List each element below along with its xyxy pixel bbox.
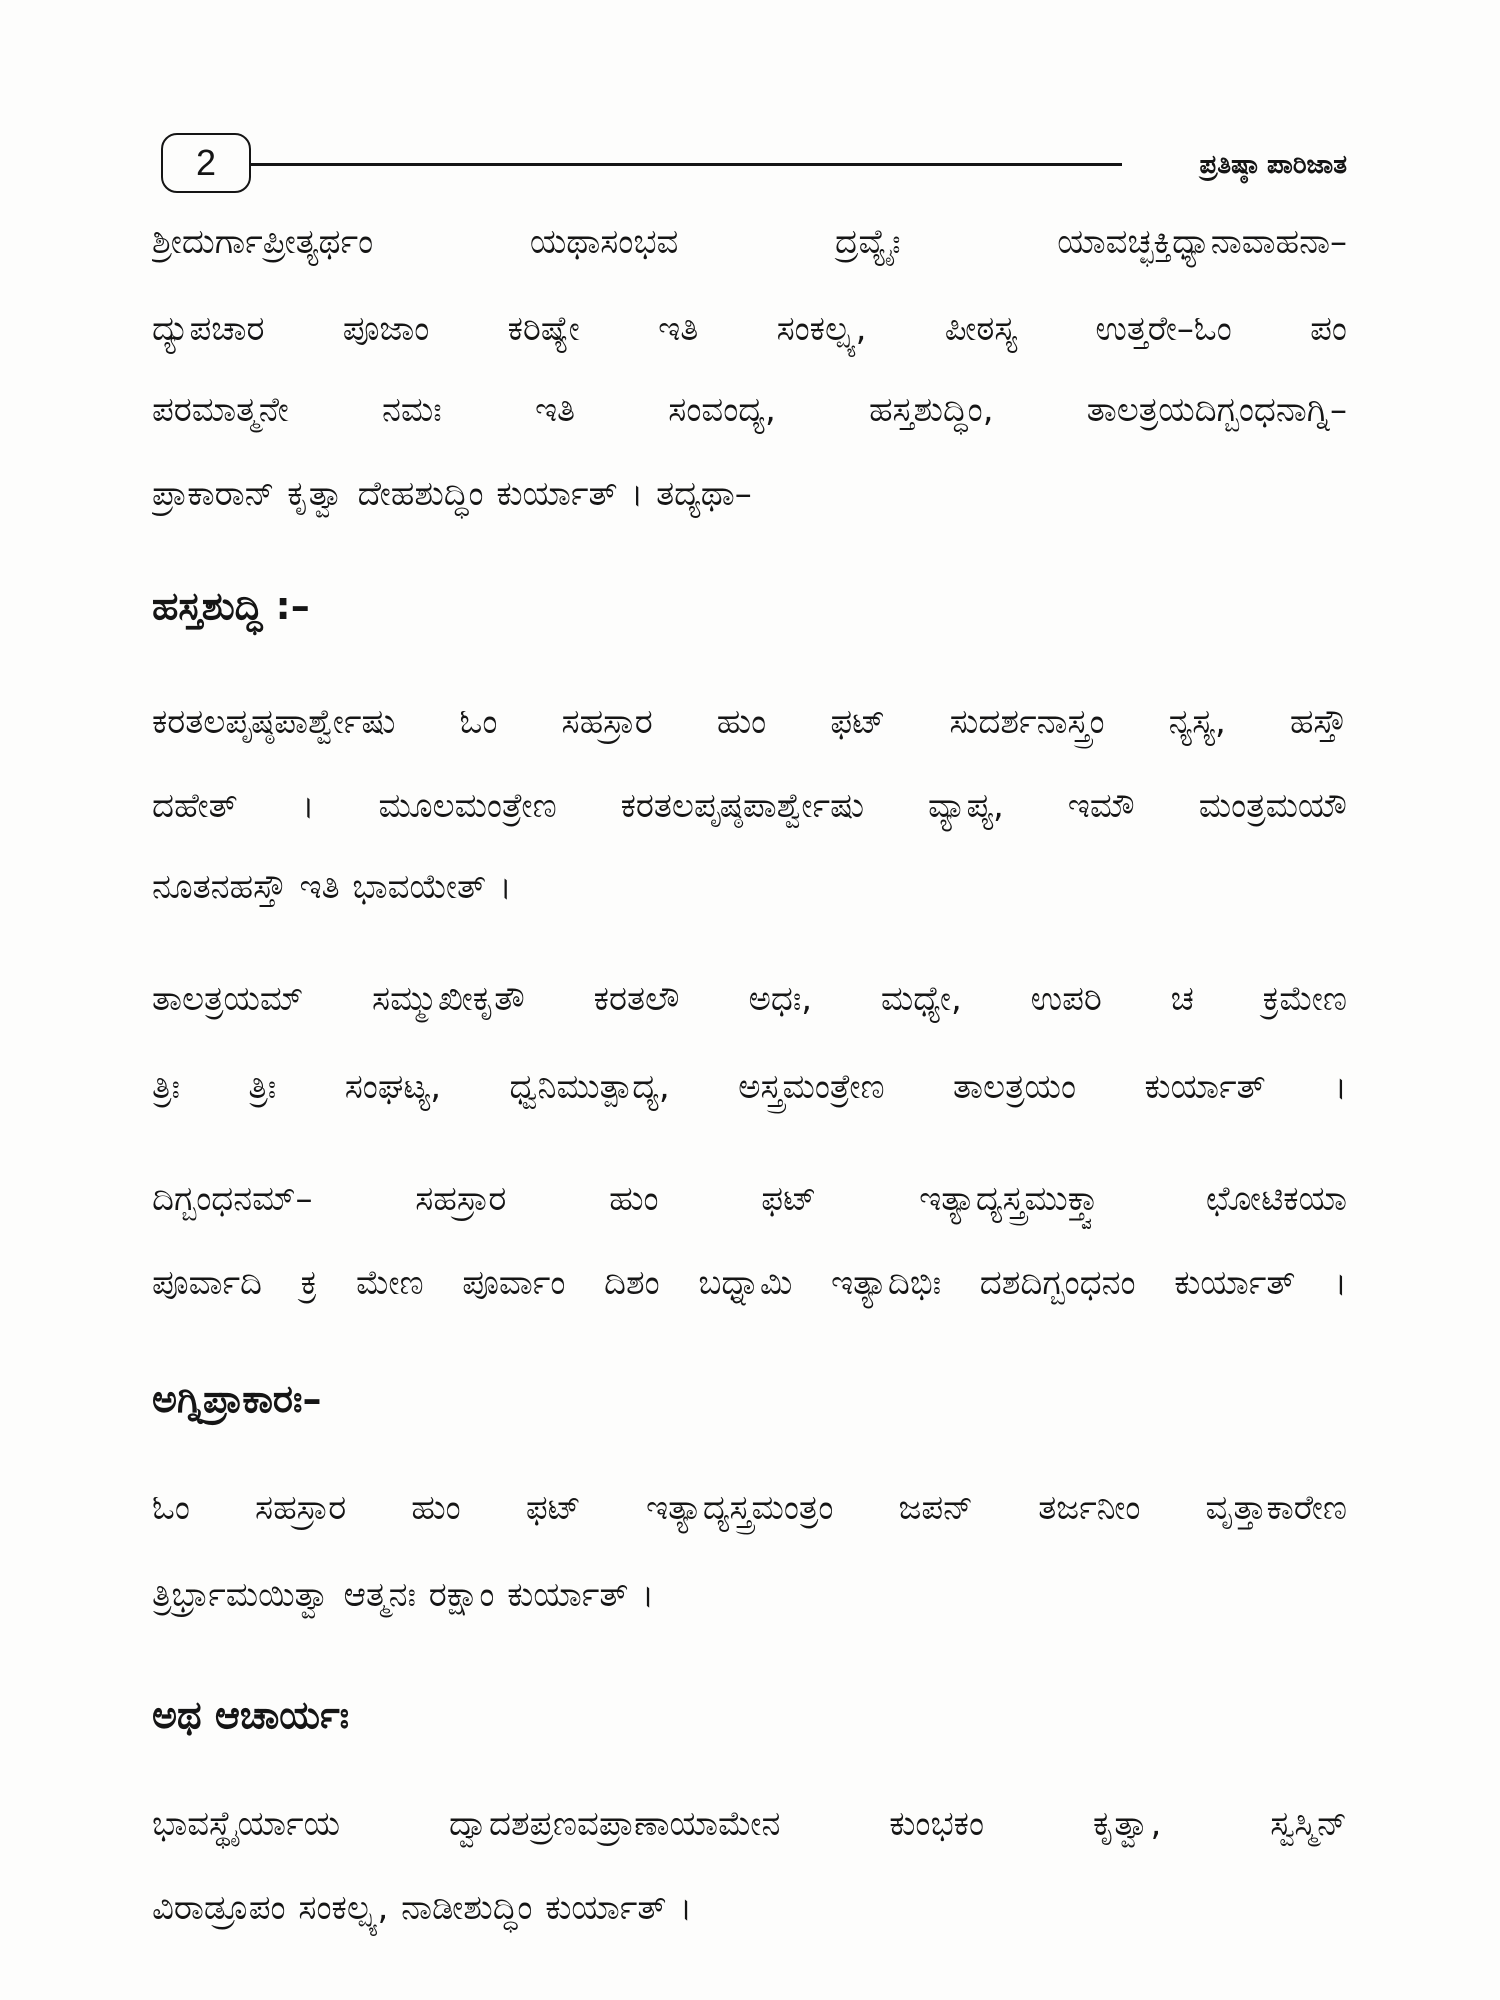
header-rule (251, 163, 1122, 166)
book-title: ಪ್ರತಿಷ್ಠಾ ಪಾರಿಜಾತ (1199, 150, 1347, 180)
text-line: ದಿಗ್ಬಂಧನಮ್– ಸಹಸ್ರಾರ ಹುಂ ಫಟ್ ಇತ್ಯಾದ್ಯಸ್ತ್ರಮುಕ್ತ್ವಾ ಛೋಟಿಕಯಾ (152, 1179, 1347, 1219)
text-line: ಓಂ ಸಹಸ್ರಾರ ಹುಂ ಫಟ್ ಇತ್ಯಾದ್ಯಸ್ತ್ರಮಂತ್ರಂ ಜಪನ್ ತರ್ಜನೀಂ ವೃತ್ತಾಕಾರೇಣ (152, 1488, 1347, 1528)
text-line: ತ್ರಿಃ ತ್ರಿಃ ಸಂಘಟ್ಯ, ಧ್ವನಿಮುತ್ಪಾದ್ಯ, ಅಸ್ತ್ರಮಂತ್ರೇಣ ತಾಲತ್ರಯಂ ಕುರ್ಯಾತ್ । (152, 1067, 1347, 1107)
text-line: ದಹೇತ್ । ಮೂಲಮಂತ್ರೇಣ ಕರತಲಪೃಷ್ಠಪಾರ್ಶ್ವೇಷು ವ್ಯಾಪ್ಯ, ಇಮೌ ಮಂತ್ರಮಯೌ (152, 786, 1347, 826)
text-line: ತಾಲತ್ರಯಮ್ ಸಮ್ಮುಖೀಕೃತೌ ಕರತಲೌ ಅಧಃ, ಮಧ್ಯೇ, ಉಪರಿ ಚ ಕ್ರಮೇಣ (152, 979, 1347, 1019)
page-number: 2 (195, 142, 217, 183)
text-line: ಶ್ರೀದುರ್ಗಾಪ್ರೀತ್ಯರ್ಥಂ ಯಥಾಸಂಭವ ದ್ರವ್ಯೈಃ ಯಾವಚ್ಛಕ್ತಿಧ್ಯಾನಾವಾಹನಾ– (152, 222, 1347, 262)
page-number-box (161, 133, 251, 193)
text-line: ವಿರಾಡ್ರೂಪಂ ಸಂಕಲ್ಪ್ಯ, ನಾಡೀಶುದ್ಧಿಂ ಕುರ್ಯಾತ್ । (152, 1888, 693, 1928)
section-heading: ಅಥ ಆಚಾರ್ಯಃ (152, 1693, 350, 1737)
text-line: ಪೂರ್ವಾದಿ ಕ್ರ ಮೇಣ ಪೂರ್ವಾಂ ದಿಶಂ ಬಧ್ನಾಮಿ ಇತ್ಯಾದಿಭಿಃ ದಶದಿಗ್ಬಂಧನಂ ಕುರ್ಯಾತ್ । (152, 1263, 1347, 1303)
section-heading: ಅಗ್ನಿಪ್ರಾಕಾರಃ– (152, 1377, 322, 1421)
text-line: ತ್ರಿರ್ಭ್ರಾಮಯಿತ್ವಾ ಆತ್ಮನಃ ರಕ್ಷಾಂ ಕುರ್ಯಾತ್ । (152, 1575, 655, 1615)
text-line: ಪ್ರಾಕಾರಾನ್ ಕೃತ್ವಾ ದೇಹಶುದ್ಧಿಂ ಕುರ್ಯಾತ್ । ತದ್ಯಥಾ– (152, 474, 752, 514)
text-line: ಪರಮಾತ್ಮನೇ ನಮಃ ಇತಿ ಸಂವಂದ್ಯ, ಹಸ್ತಶುದ್ಧಿಂ, ತಾಲತ್ರಯದಿಗ್ಬಂಧನಾಗ್ನಿ– (152, 390, 1347, 430)
section-heading: ಹಸ್ತಶುದ್ಧಿ :– (152, 584, 310, 628)
text-line: ಭಾವಸ್ಥೈರ್ಯಾಯ ದ್ವಾದಶಪ್ರಣವಪ್ರಾಣಾಯಾಮೇನ ಕುಂಭಕಂ ಕೃತ್ವಾ, ಸ್ವಸ್ಮಿನ್ (152, 1804, 1347, 1844)
text-line: ದ್ಯುಪಚಾರ ಪೂಜಾಂ ಕರಿಷ್ಯೇ ಇತಿ ಸಂಕಲ್ಪ್ಯ, ಪೀಠಸ್ಯ ಉತ್ತರೇ–ಓಂ ಪಂ (152, 309, 1347, 349)
text-line: ಕರತಲಪೃಷ್ಠಪಾರ್ಶ್ವೇಷು ಓಂ ಸಹಸ್ರಾರ ಹುಂ ಫಟ್ ಸುದರ್ಶನಾಸ್ತ್ರಂ ನ್ಯಸ್ಯ, ಹಸ್ತೌ (152, 702, 1347, 742)
text-line: ನೂತನಹಸ್ತೌ ಇತಿ ಭಾವಯೇತ್ । (152, 867, 512, 907)
